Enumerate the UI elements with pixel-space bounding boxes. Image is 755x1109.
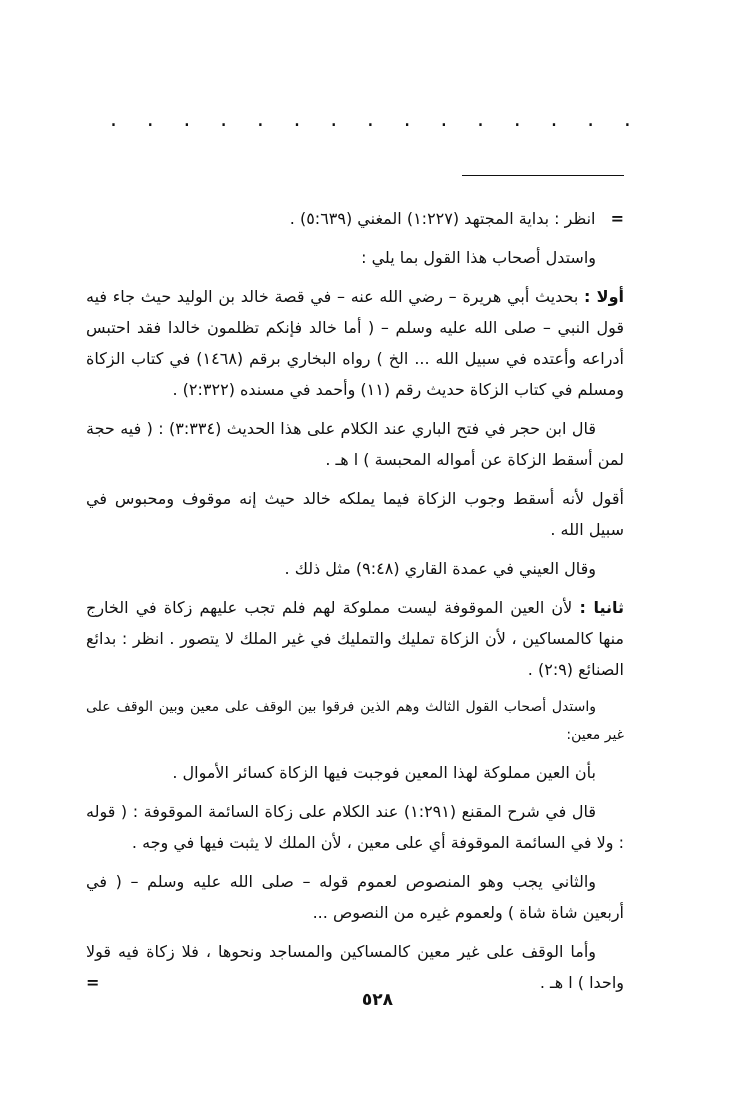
page-body	[86, 203, 624, 1006]
dot: .	[440, 107, 448, 132]
footnote-text: انظر : بداية المجتهد (١:٢٢٧) المغني (٥:٦٣٩) .	[289, 209, 596, 228]
paragraph	[86, 413, 624, 475]
footnote-separator-line	[462, 175, 624, 176]
dot: .	[623, 107, 631, 132]
paragraph-text: أقول لأنه أسقط وجوب الزكاة فيما يملكه خالد حيث إنه موقوف ومحبوس في سبيل الله .	[86, 489, 624, 539]
page-number: ٥٢٨	[361, 990, 394, 1010]
dot: .	[220, 107, 228, 132]
continuation-marker: =	[86, 973, 100, 992]
paragraph	[86, 796, 624, 858]
dot: .	[330, 107, 338, 132]
paragraph-text: بحديث أبي هريرة – رضي الله عنه – في قصة خالد بن الوليد حيث جاء فيه قول النبي – صلى الله عليه وسلم – ( أما خالد فإنكم تظلمون خالدا فقد احتبس أدراعه وأعتده في سبيل الله ... الخ ) رواه البخاري برقم (١٤٦٨) في كتاب الزكاة ومسلم في كتاب الزكاة حديث رقم (١١) وأحمد في مسنده (٢:٣٢٢) .	[86, 287, 624, 399]
dot: .	[477, 107, 485, 132]
paragraph	[86, 242, 624, 273]
paragraph	[86, 866, 624, 928]
dot: .	[366, 107, 374, 132]
dot: .	[550, 107, 558, 132]
dot: .	[403, 107, 411, 132]
paragraph-text: قال ابن حجر في فتح الباري عند الكلام على هذا الحديث (٣:٣٣٤) : ( فيه حجة لمن أسقط الزكاة عن أمواله المحبسة ) ا هـ .	[86, 419, 624, 469]
paragraph-text: والثاني يجب وهو المنصوص لعموم قوله – صلى الله عليه وسلم – ( في أربعين شاة شاة ) ولعموم غيره من النصوص ...	[86, 872, 624, 922]
paragraph	[86, 592, 624, 685]
paragraph-text: بأن العين مملوكة لهذا المعين فوجبت فيها الزكاة كسائر الأموال .	[172, 763, 596, 782]
paragraph-lead: أولا :	[584, 287, 624, 306]
paragraph-text: لأن العين الموقوفة ليست مملوكة لهم فلم تجب عليهم زكاة في الخارج منها كالمساكين ، لأن الزكاة تمليك والتمليك في غير الملك لا يتصور . انظر : بدائع الصنائع (٢:٩) .	[86, 598, 624, 679]
paragraph	[86, 281, 624, 405]
paragraph	[86, 936, 624, 998]
dot: .	[587, 107, 595, 132]
dot: .	[293, 107, 301, 132]
paragraph-lead: ثانيا :	[579, 598, 625, 617]
paragraph-text: قال في شرح المقنع (١:٢٩١) عند الكلام على زكاة السائمة الموقوفة : ( قوله : ولا في السائمة الموقوفة أي على معين ، لأن الملك لا يثبت فيها في وجه .	[86, 802, 624, 852]
paragraph	[86, 693, 624, 749]
footnote-line	[86, 203, 624, 234]
paragraph-text: واستدل أصحاب هذا القول بما يلي :	[361, 248, 596, 267]
dot: .	[110, 107, 117, 132]
dotted-separator	[110, 107, 631, 132]
paragraph	[86, 757, 624, 788]
paragraph-text: واستدل أصحاب القول الثالث وهم الذين فرقوا بين الوقف على معين وبين الوقف على غير معين:	[86, 699, 624, 743]
dot: .	[513, 107, 521, 132]
paragraph	[86, 483, 624, 545]
paragraph-text: وقال العيني في عمدة القاري (٩:٤٨) مثل ذلك .	[284, 559, 596, 578]
footnote-marker: =	[610, 209, 624, 228]
paragraph	[86, 553, 624, 584]
paragraph-text: وأما الوقف على غير معين كالمساكين والمساجد ونحوها ، فلا زكاة فيه قولا واحدا ) ا هـ .	[86, 942, 624, 992]
dot: .	[183, 107, 191, 132]
dot: .	[146, 107, 154, 132]
dot: .	[256, 107, 264, 132]
